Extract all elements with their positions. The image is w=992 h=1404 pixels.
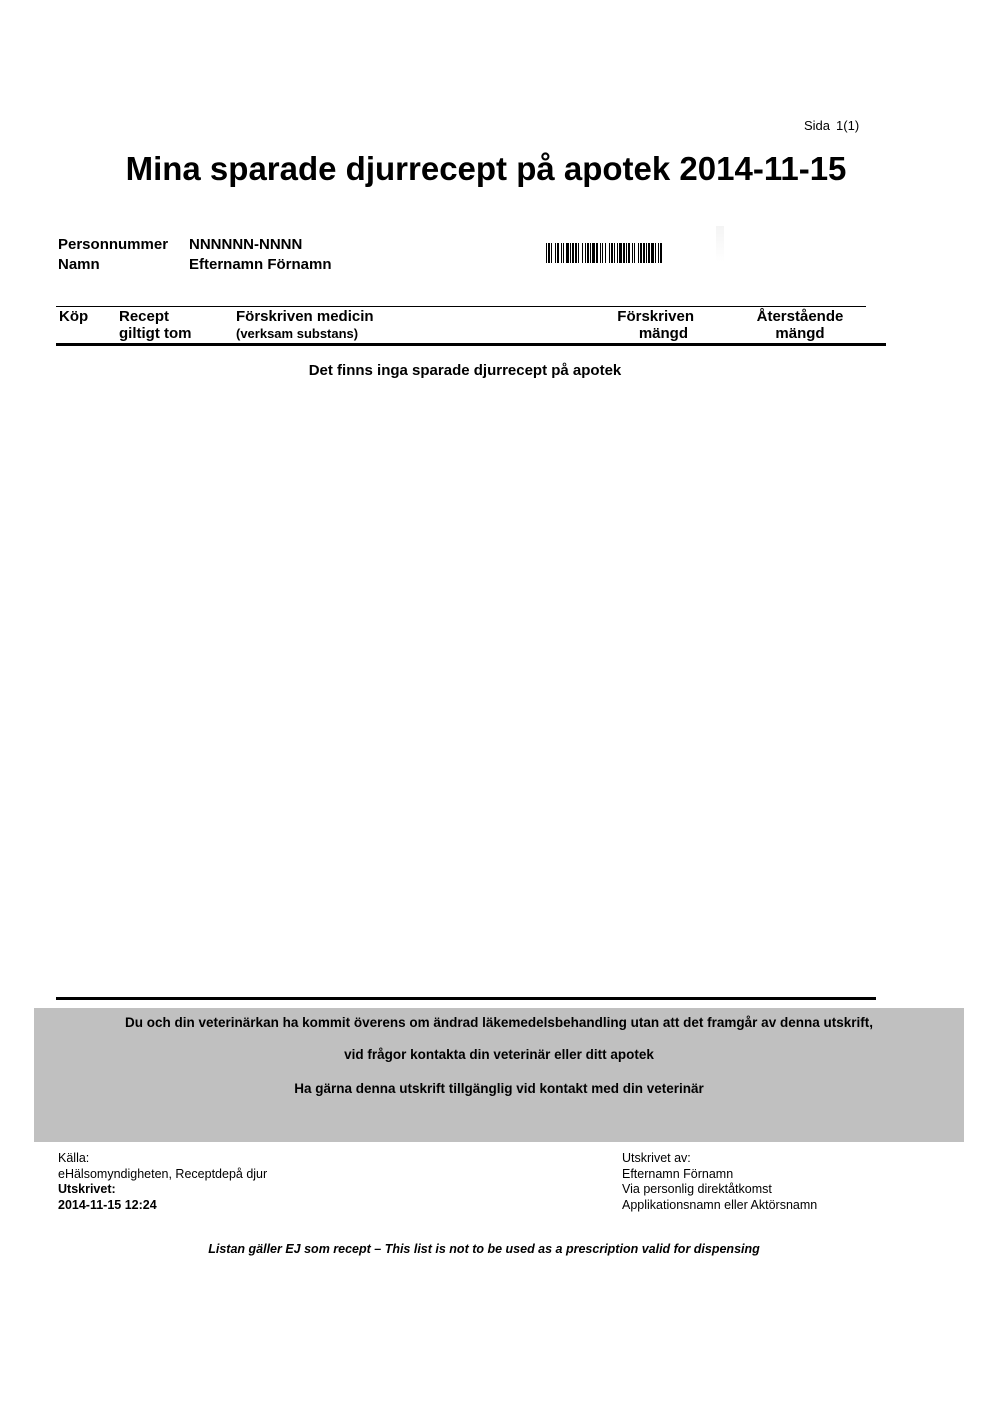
personnummer-label: Personnummer [58,236,169,253]
notice-line-2: vid frågor kontakta din veterinär eller ditt apotek [344,1047,654,1062]
column-header-medicin-line2: (verksam substans) [236,326,359,341]
document-title: Mina sparade djurrecept på apotek 2014-11-15 [125,150,847,187]
printed-by-label: Utskrivet av: [622,1151,691,1165]
column-header-aterstaende-mangd [754,308,846,342]
column-header-kop-line1: Köp [59,308,89,325]
namn-label: Namn [58,256,100,273]
notice-line-3: Ha gärna denna utskrift tillgänglig vid kontakt med din veterinär [294,1081,704,1096]
column-header-kop [59,308,88,325]
page-number [804,118,859,133]
empty-table-message: Det finns inga sparade djurrecept på apotek [308,362,622,379]
column-header-recept-line2: giltigt tom [119,325,192,342]
column-header-recept-line1: Recept [119,308,170,325]
printed-label: Utskrivet: [58,1182,116,1196]
bottom-rule [56,997,876,1000]
printed-by-name: Efternamn Förnamn [622,1166,734,1181]
column-header-aterstaende-line2: mängd [775,325,825,342]
table-header-rule [56,343,886,346]
printed-datetime: 2014-11-15 12:24 [58,1197,157,1212]
barcode-image [546,243,708,263]
personnummer-value: NNNNNN-NNNN [189,236,303,253]
source-info [58,1151,267,1213]
column-header-forskriven-line1: Förskriven [617,308,694,325]
source-label: Källa: [58,1151,90,1165]
printed-by-via: Via personlig direktåtkomst [622,1182,772,1196]
namn-value: Efternamn Förnamn [189,256,332,273]
page-number-value: 1(1) [836,118,860,133]
table-top-rule [56,306,866,307]
column-header-medicin [236,308,374,342]
notice-line-1: Du och din veterinärkan ha kommit överens om ändrad läkemedelsbehandling utan att det framgår av denna utskrift, [125,1015,873,1030]
column-header-aterstaende-line1: Återstående [756,308,844,325]
printed-by-info [622,1151,817,1213]
column-header-medicin-line1: Förskriven medicin [236,308,374,325]
printed-by-app: Applikationsnamn eller Aktörsnamn [622,1197,818,1212]
column-header-forskriven-mangd [612,308,694,342]
column-header-forskriven-line2: mängd [638,325,688,342]
disclaimer: Listan gäller EJ som recept – This list is not to be used as a prescription valid for dispensing [208,1242,760,1256]
column-header-recept [119,308,191,342]
barcode-edge [716,226,724,262]
source-value: eHälsomyndigheten, Receptdepå djur [58,1166,268,1181]
page-number-label: Sida [804,118,831,133]
